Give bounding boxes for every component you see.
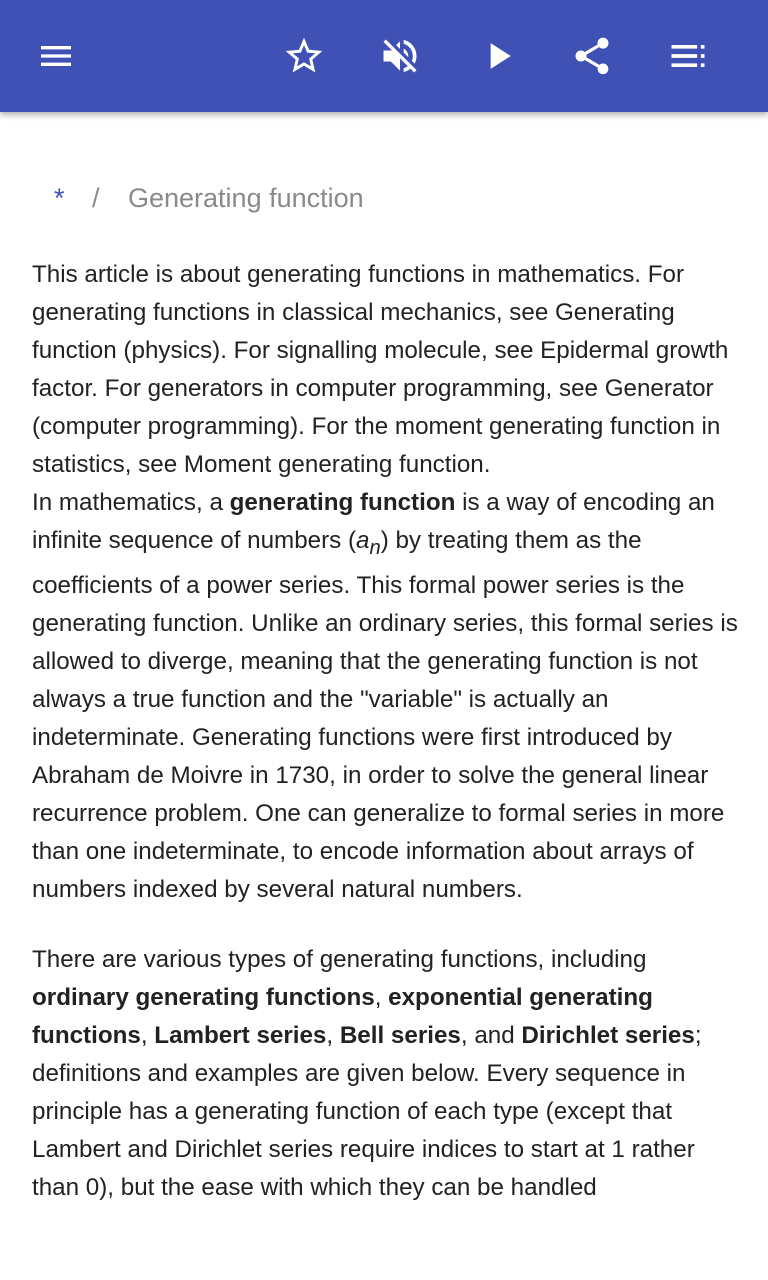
contents-button[interactable] [656,24,720,88]
term-ordinary: ordinary generating functions [32,983,375,1011]
share-icon [570,34,614,78]
breadcrumb-current: Generating function [128,183,364,213]
menu-icon [36,36,76,76]
share-button[interactable] [560,24,624,88]
term-dirichlet: Dirichlet series [521,1021,695,1049]
term-exponential: exponential generating functions [32,983,653,1049]
article-body [32,256,738,1207]
favorite-button[interactable] [272,24,336,88]
volume-off-icon [378,34,422,78]
intro-paragraph: In mathematics, a generating function is a way of encoding an infinite sequence of numbers $(a_n)$ by treating them as the coefficients of a power series. This formal power series is the generating function. Unlike an ordinary series, this formal series is allowed to diverge, meaning that the generating function is not always a true function and the "variable" is actually an indeterminate. Generating functions were first introduced by Abraham de Moivre in 1730, in order to solve the general linear recurrence problem. One can generalize to formal series in more than one indeterminate, to encode information about arrays of numbers indexed by several natural numbers. [32,489,738,903]
breadcrumb-separator: / [92,183,100,213]
star-icon [282,34,326,78]
hatnote: This article is about generating functions in mathematics. For generating functions in classical mechanics, see Generating function (physics). For signalling molecule, see Epidermal growth factor. For generators in computer programming, see Generator (computer programming). For the moment generating function in statistics, see Moment generating function. [32,261,729,478]
app-bar [0,0,768,112]
mute-button[interactable] [368,24,432,88]
menu-button[interactable] [24,24,88,88]
sequence-variable: a [356,527,370,554]
sequence-subscript: n [369,536,381,559]
types-paragraph: There are various types of generating functions, including ordinary generating functions, exponential generating functions, Lambert series, Bell series, and Dirichlet series; definitions and examples are given below. Every sequence in principle has a generating function of each type (except that Lambert and Dirichlet series require indices to start at 1 rather than 0), but the ease with which they can be handled [32,945,702,1201]
breadcrumb [0,174,768,222]
play-icon [476,34,520,78]
term-bell: Bell series [339,1021,461,1049]
article-content [0,112,768,1280]
term-lambert: Lambert series [154,1021,327,1049]
play-button[interactable] [466,24,530,88]
breadcrumb-home-link[interactable]: * [54,183,65,213]
term-generating-function: generating function [229,489,456,516]
playlist-icon [666,34,710,78]
